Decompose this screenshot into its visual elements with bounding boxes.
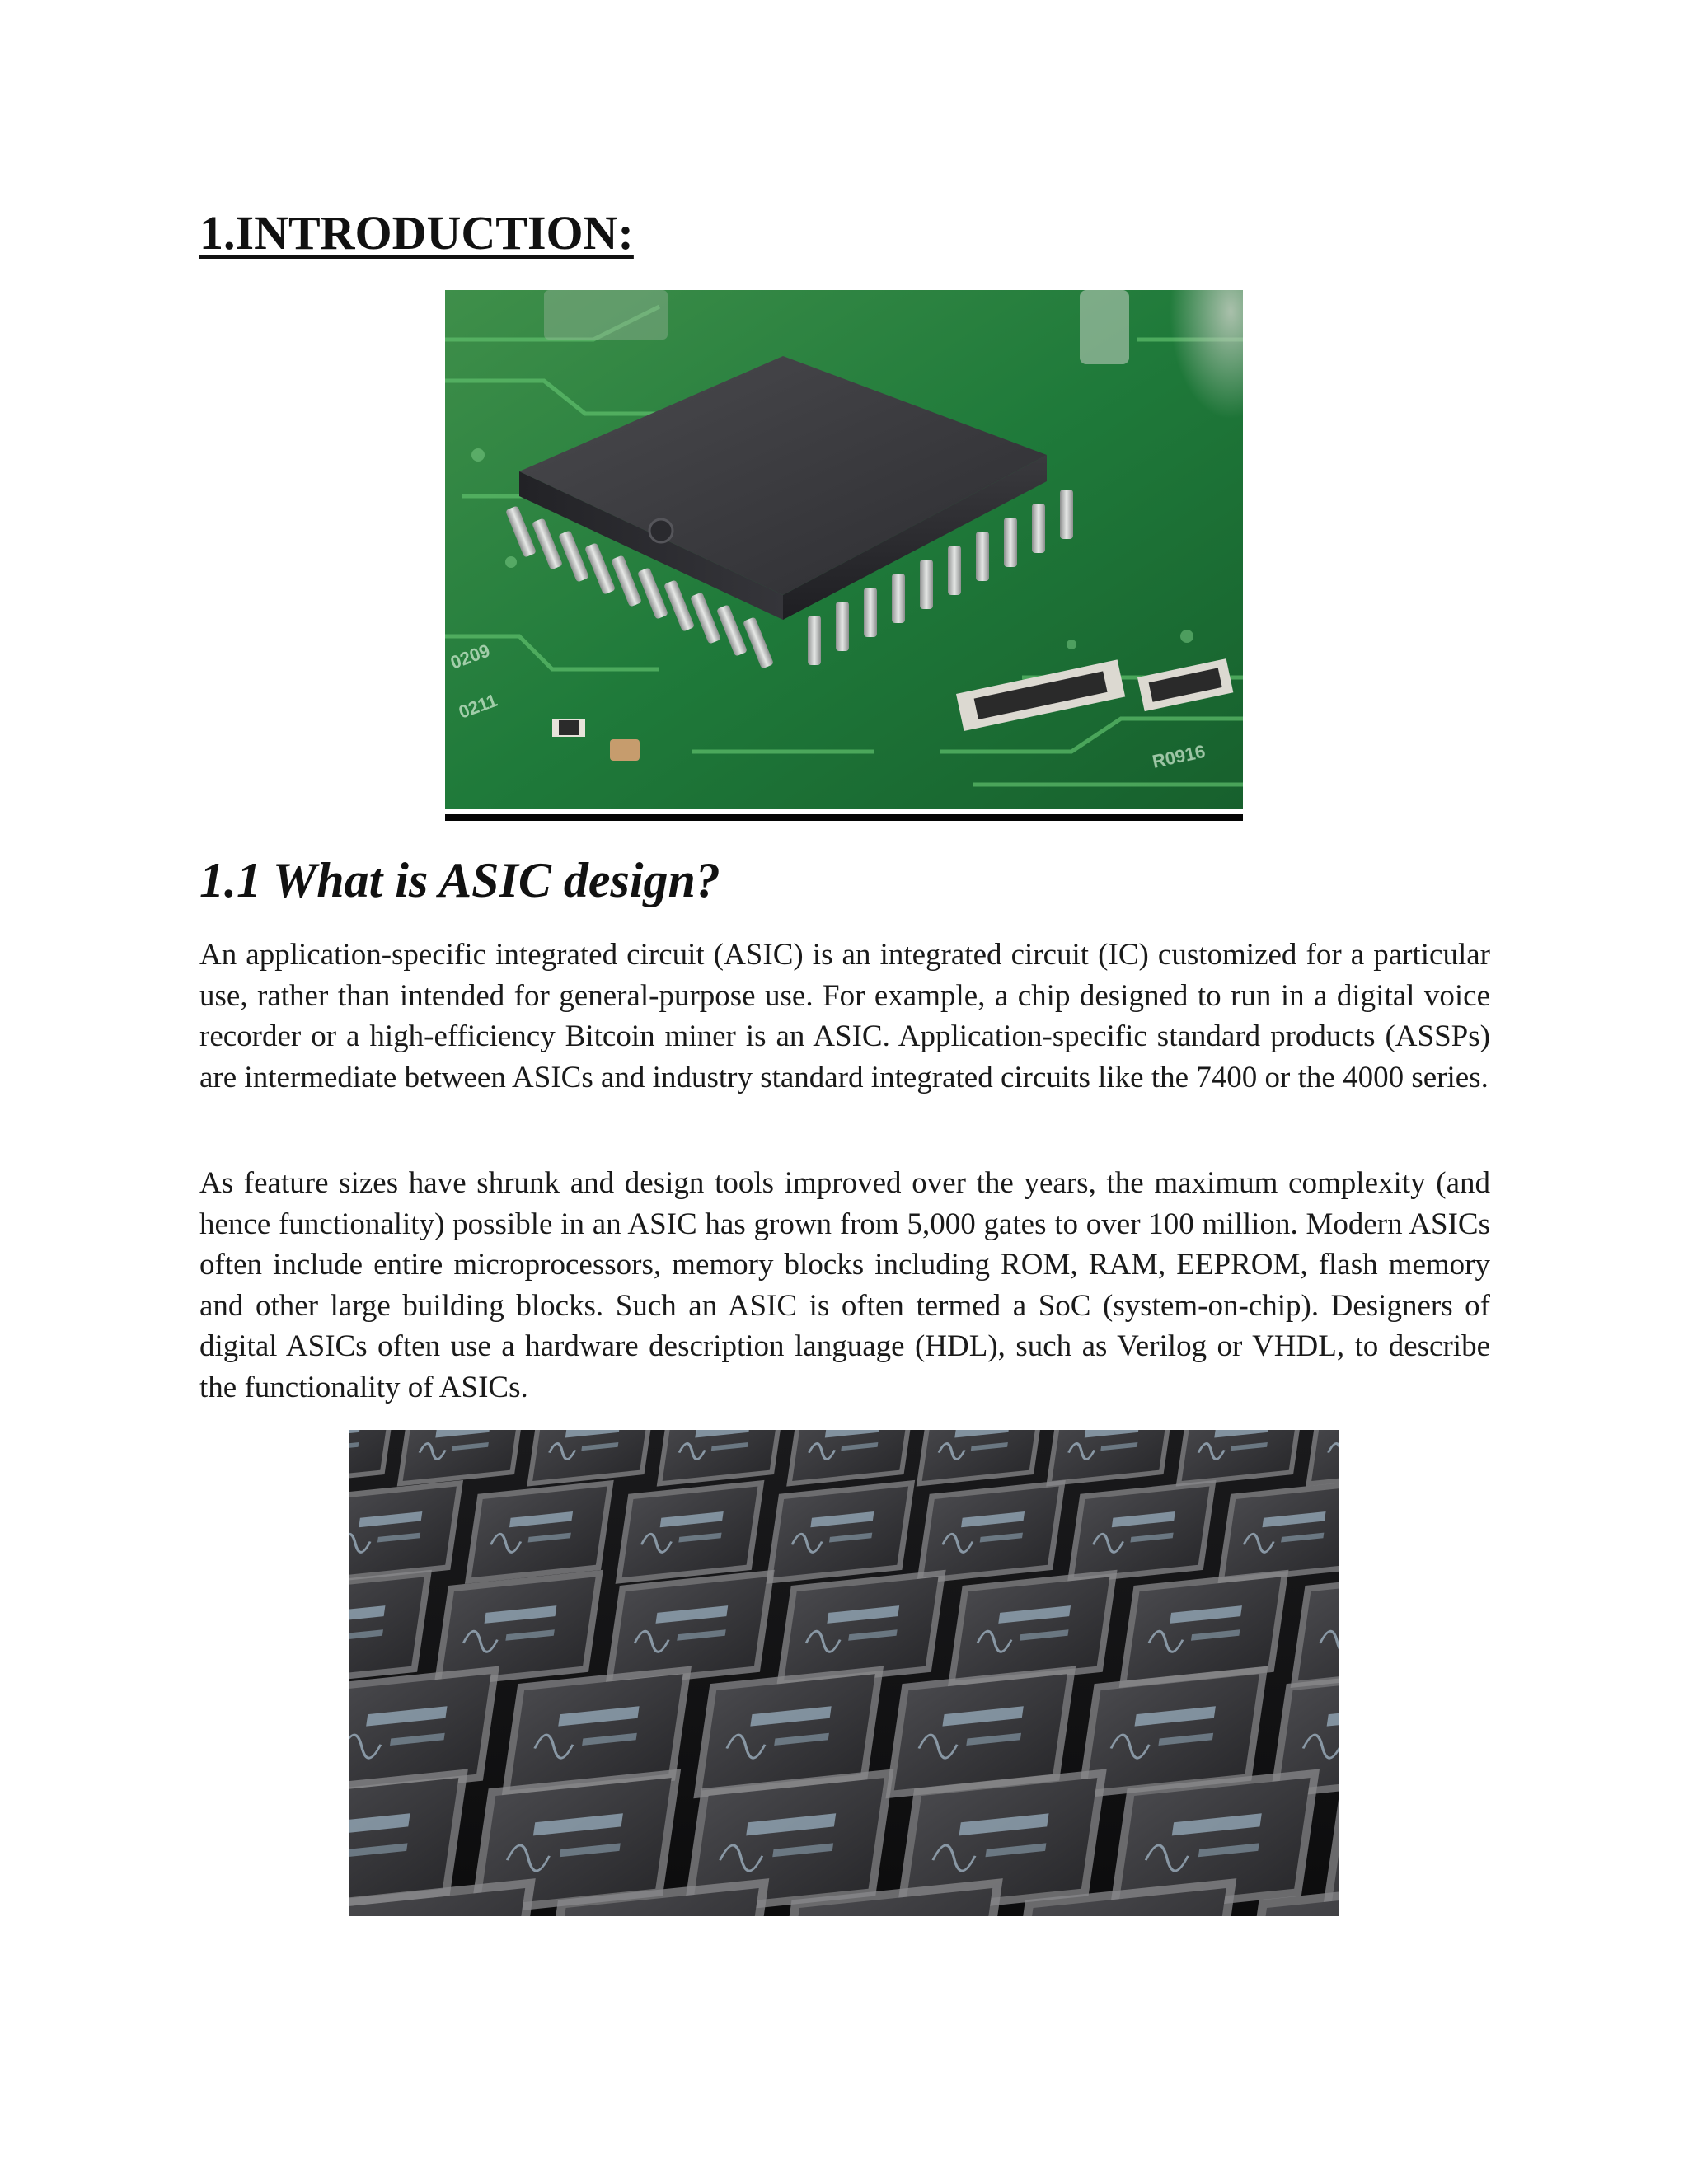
tray-chip bbox=[1067, 1480, 1217, 1584]
tray-chip bbox=[766, 1480, 915, 1584]
page-heading: 1.INTRODUCTION: bbox=[199, 206, 634, 260]
tray-chip bbox=[616, 1480, 765, 1584]
svg-text:0211: 0211 bbox=[456, 689, 500, 723]
tray-chip bbox=[917, 1480, 1066, 1584]
tray-chip bbox=[1217, 1480, 1339, 1584]
chip-on-pcb-icon bbox=[445, 290, 1243, 809]
chip-tray-icon bbox=[349, 1430, 1339, 1916]
tray-chip bbox=[465, 1480, 614, 1584]
tray-chip bbox=[948, 1570, 1118, 1688]
chip-on-pcb-image bbox=[445, 290, 1243, 809]
svg-text:R0916: R0916 bbox=[1150, 740, 1207, 772]
paragraph-2: As feature sizes have shrunk and design tools improved over the years, the maximum complexity (and hence functionality) possible in an ASIC has grown from 5,000 gates to over 100 million. Modern ASICs often include entire microprocessors, memory blocks including ROM, RAM, EEPROM, flash memory and other large building blocks. Such an ASIC is often termed a SoC (system-on-chip). Designers of digital ASICs often use a hardware description language (HDL), such as Verilog or VHDL, to describe the functionality of ASICs. bbox=[199, 1166, 1490, 1404]
chip-tray-image bbox=[349, 1430, 1339, 1916]
paragraph-1: An application-specific integrated circuit (ASIC) is an integrated circuit (IC) customized for a particular use, rather than intended for general-purpose use. For example, a chip designed to run in a digital voice recorder or a high-efficiency Bitcoin miner is an ASIC. Application-specific standard products (ASSPs) are intermediate between ASICs and industry standard integrated circuits like the 7400 or the 4000 series. bbox=[199, 938, 1490, 1094]
tray-chip bbox=[349, 1480, 463, 1584]
figure-underline bbox=[445, 814, 1243, 821]
svg-text:0209: 0209 bbox=[448, 640, 493, 673]
section-heading: 1.1 What is ASIC design? bbox=[199, 853, 720, 907]
tray-chip bbox=[434, 1570, 603, 1688]
